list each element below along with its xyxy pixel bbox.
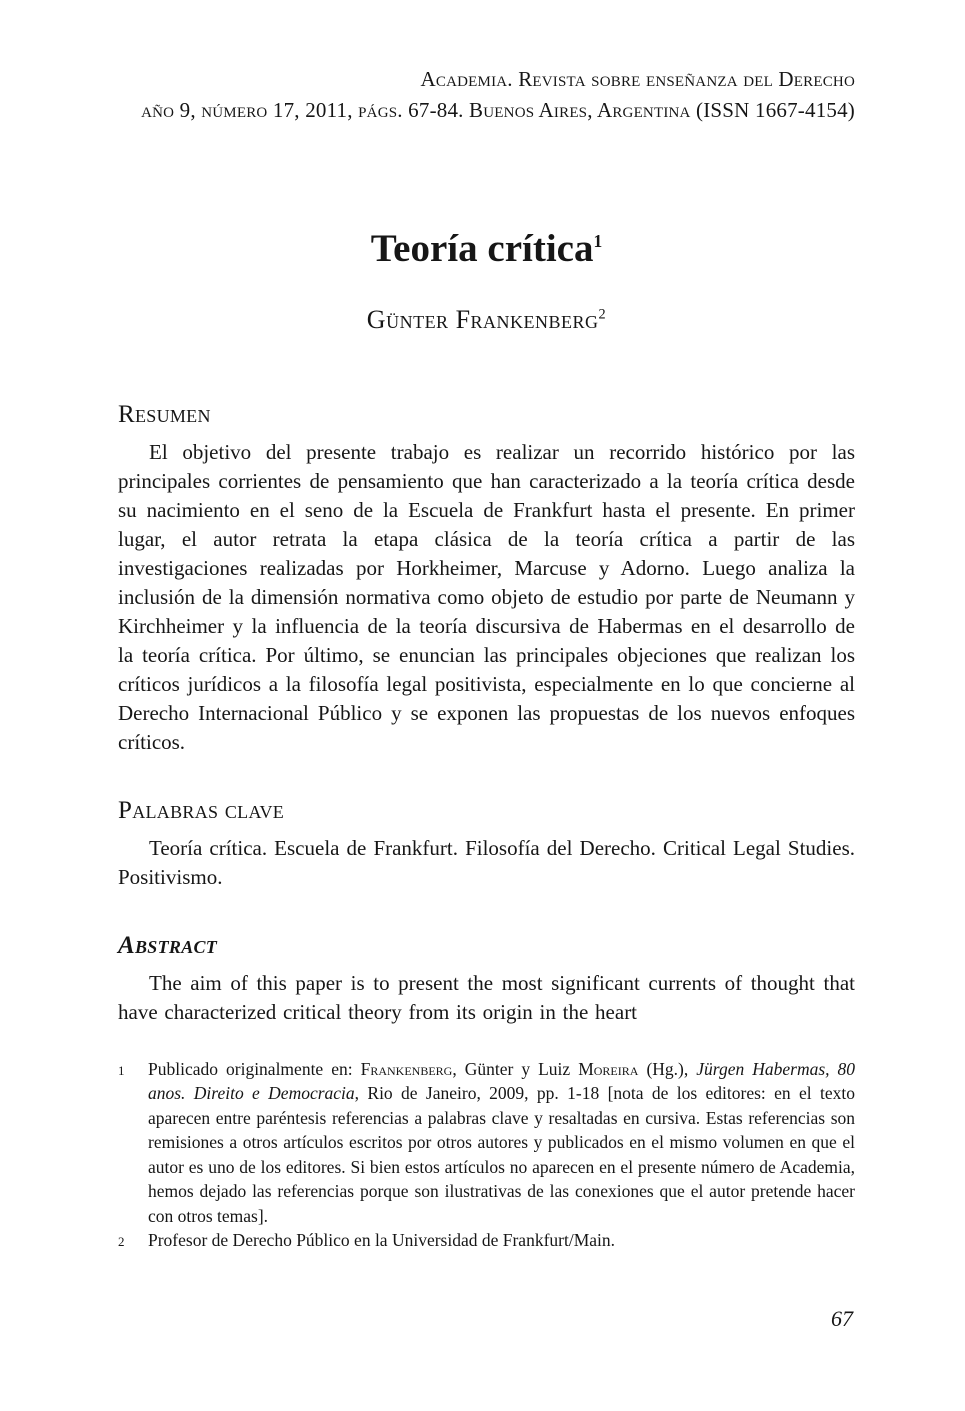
section-abstract (118, 932, 855, 1027)
resumen-body: El objetivo del presente trabajo es realizar un recorrido histórico por las principales corrientes de pensamiento que han caracterizado a la teoría crítica desde su nacimiento en el seno de la Escuela de Frankfurt hasta el presente. En primer lugar, el autor retrata la etapa clásica de la teoría crítica a partir de las investigaciones realizadas por Horkheimer, Marcuse y Adorno. Luego analiza la inclusión de la dimensión normativa como objeto de estudio por parte de Neumann y Kirchheimer y la influencia de la teoría discursiva de Habermas en el desarrollo de la teoría crítica. Por último, se enuncian las principales objeciones que realizan los críticos jurídicos a la filosofía legal positivista, especialmente en lo que concierne al Derecho Internacional Público y se exponen las propuestas de los nuevos enfoques críticos. (118, 439, 855, 754)
article-author-name: Günter Frankenberg (366, 304, 599, 334)
palabras-clave-heading: Palabras clave (118, 796, 285, 824)
footnote-1-number: 1 (118, 1062, 125, 1078)
footnote-1 (118, 1057, 855, 1229)
resumen-heading: Resumen (118, 400, 211, 428)
section-resumen (118, 401, 855, 757)
footnotes (118, 1057, 855, 1255)
section-palabras-clave (118, 797, 855, 892)
page-number: 67 (831, 1306, 853, 1331)
journal-header-line1: Academia. Revista sobre enseñanza del Derecho (420, 67, 855, 91)
footnote-2-text: Profesor de Derecho Público en la Universidad de Frankfurt/Main. (148, 1230, 616, 1251)
palabras-clave-body: Teoría crítica. Escuela de Frankfurt. Filosofía del Derecho. Critical Legal Studies. Positivismo. (118, 835, 855, 889)
footnote-1-text: Publicado originalmente en: Frankenberg, Günter y Luiz Moreira (Hg.), Jürgen Habermas, 80 anos. Direito e Democracia, Rio de Janeiro, 2009, pp. 1-18 [nota de los editores: en el texto aparecen entre paréntesis referencias a palabras clave y resaltadas en cursiva. Estas referencias son remisiones a otros artículos escritos por otros autores y publicados en el mismo volumen en que el autor es uno de los editores. Si bien estos artículos no aparecen en el presente número de Academia, hemos dejado las referencias porque son ilustrativas de las conexiones que el autor pretende hacer con otros temas]. (148, 1058, 856, 1226)
journal-header (118, 64, 855, 126)
article-author (118, 305, 855, 335)
title-footnote-ref: 1 (593, 231, 603, 251)
abstract-body: The aim of this paper is to present the most significant currents of thought that have characterized critical theory from its origin in the heart (118, 970, 855, 1024)
article-title (118, 228, 855, 271)
author-footnote-ref: 2 (598, 306, 607, 323)
abstract-heading: Abstract (118, 931, 218, 959)
footnote-2 (118, 1228, 855, 1255)
footnote-2-number: 2 (118, 1234, 125, 1250)
journal-header-line2: año 9, número 17, 2011, págs. 67-84. Buenos Aires, Argentina (ISSN 1667-4154) (141, 98, 855, 122)
article-title-text: Teoría crítica (370, 227, 594, 270)
